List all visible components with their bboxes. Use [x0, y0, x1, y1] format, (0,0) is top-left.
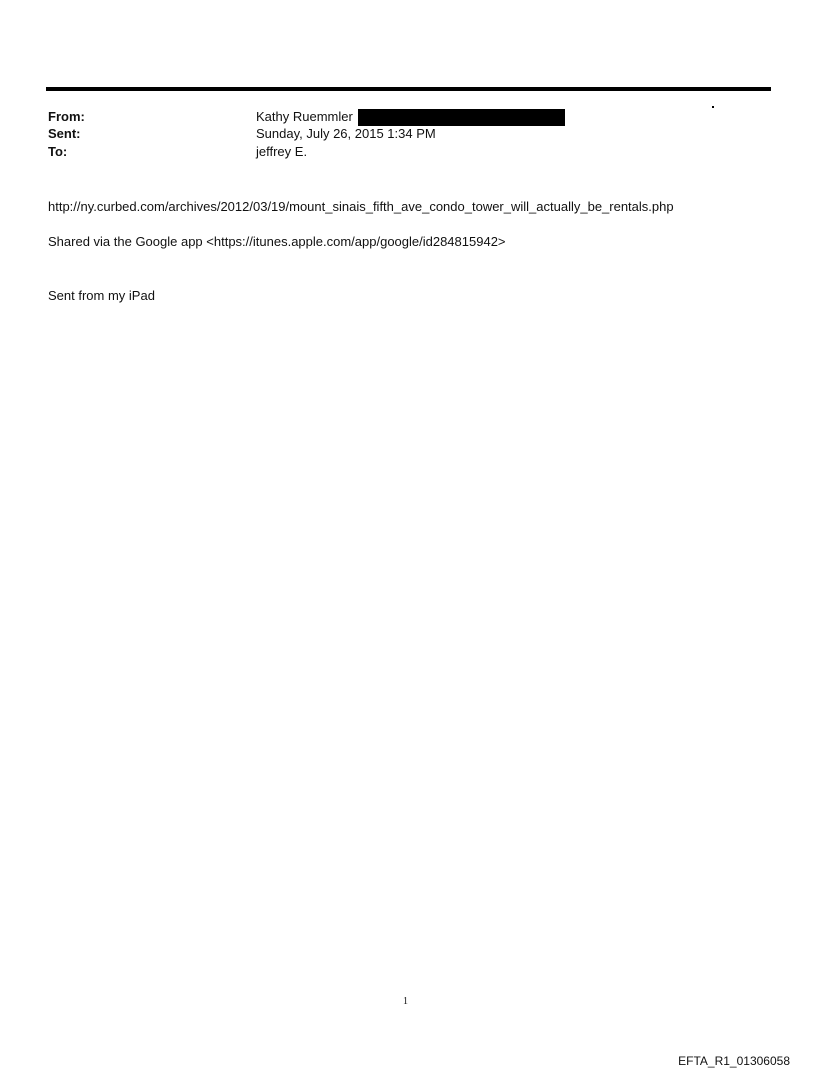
- stray-mark: [712, 106, 714, 108]
- sent-value: Sunday, July 26, 2015 1:34 PM: [256, 126, 436, 141]
- to-label: To:: [48, 144, 68, 159]
- signature-line: Sent from my iPad: [48, 288, 155, 303]
- shared-via-line: Shared via the Google app <https://itunes.apple.com/app/google/id284815942>: [48, 234, 506, 249]
- article-link[interactable]: http://ny.curbed.com/archives/2012/03/19/mount_sinais_fifth_ave_condo_tower_will_actually_be_rentals.php: [48, 199, 674, 214]
- page-number: 1: [403, 996, 408, 1007]
- from-value: Kathy Ruemmler: [256, 109, 353, 124]
- bates-number: EFTA_R1_01306058: [678, 1054, 790, 1068]
- to-value: jeffrey E.: [256, 144, 308, 159]
- from-label: From:: [48, 109, 85, 124]
- redaction-box: [358, 109, 565, 126]
- header-divider-rule: [46, 87, 771, 91]
- sent-label: Sent:: [48, 126, 81, 141]
